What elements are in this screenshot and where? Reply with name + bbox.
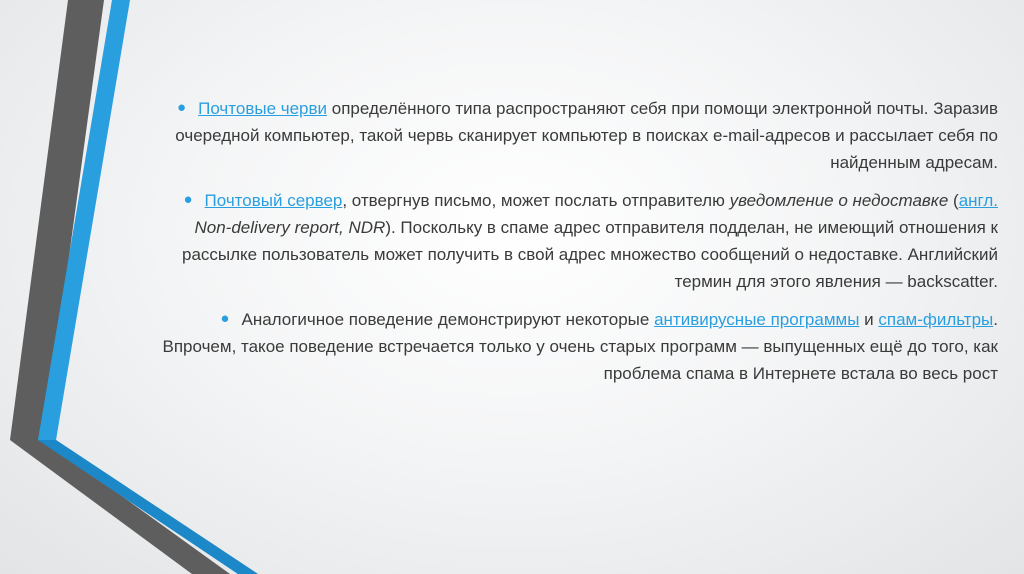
bullet-text: и (859, 310, 879, 329)
bullet-dot-icon: ● (177, 99, 187, 116)
bullet-text: ( (948, 191, 959, 210)
bullet-text: ). Поскольку в спаме адрес отправителя подделан, не имеющий отношения к рассылке пользователь может получить в свой адрес множество сообщений о недоставке. Английский термин для этого явления — backscatter. (182, 218, 998, 291)
bullet-italic-text: Non-delivery report, NDR (194, 218, 386, 237)
link-antivirus[interactable]: антивирусные программы (654, 310, 860, 329)
bullet-item (150, 94, 998, 176)
bullet-text: , отвергнув письмо, может послать отправителю (342, 191, 730, 210)
bullet-dot-icon: ● (220, 310, 230, 327)
bullet-text: . Впрочем, такое поведение встречается только у очень старых программ — выпущенных ещё до того, как проблема спама в Интернете встала во весь рост (162, 310, 998, 383)
bullet-item (150, 305, 998, 387)
link-email-worms[interactable]: Почтовые черви (198, 99, 328, 118)
link-english[interactable]: англ. (958, 191, 998, 210)
bullet-item (150, 186, 998, 295)
bullet-dot-icon: ● (183, 191, 193, 208)
bullet-text: Аналогичное поведение демонстрируют некоторые (241, 310, 655, 329)
bullet-text: определённого типа распространяют себя при помощи электронной почты. Заразив очередной компьютер, такой червь сканирует компьютер в поисках e-mail-адресов и рассылает себя по найденным адресам. (175, 99, 998, 172)
link-mail-server[interactable]: Почтовый сервер (204, 191, 343, 210)
bullet-italic-text: уведомление о недоставке (729, 191, 949, 210)
slide-content (150, 94, 998, 397)
blue-shadow (38, 440, 258, 574)
link-spam-filters[interactable]: спам-фильтры (878, 310, 994, 329)
